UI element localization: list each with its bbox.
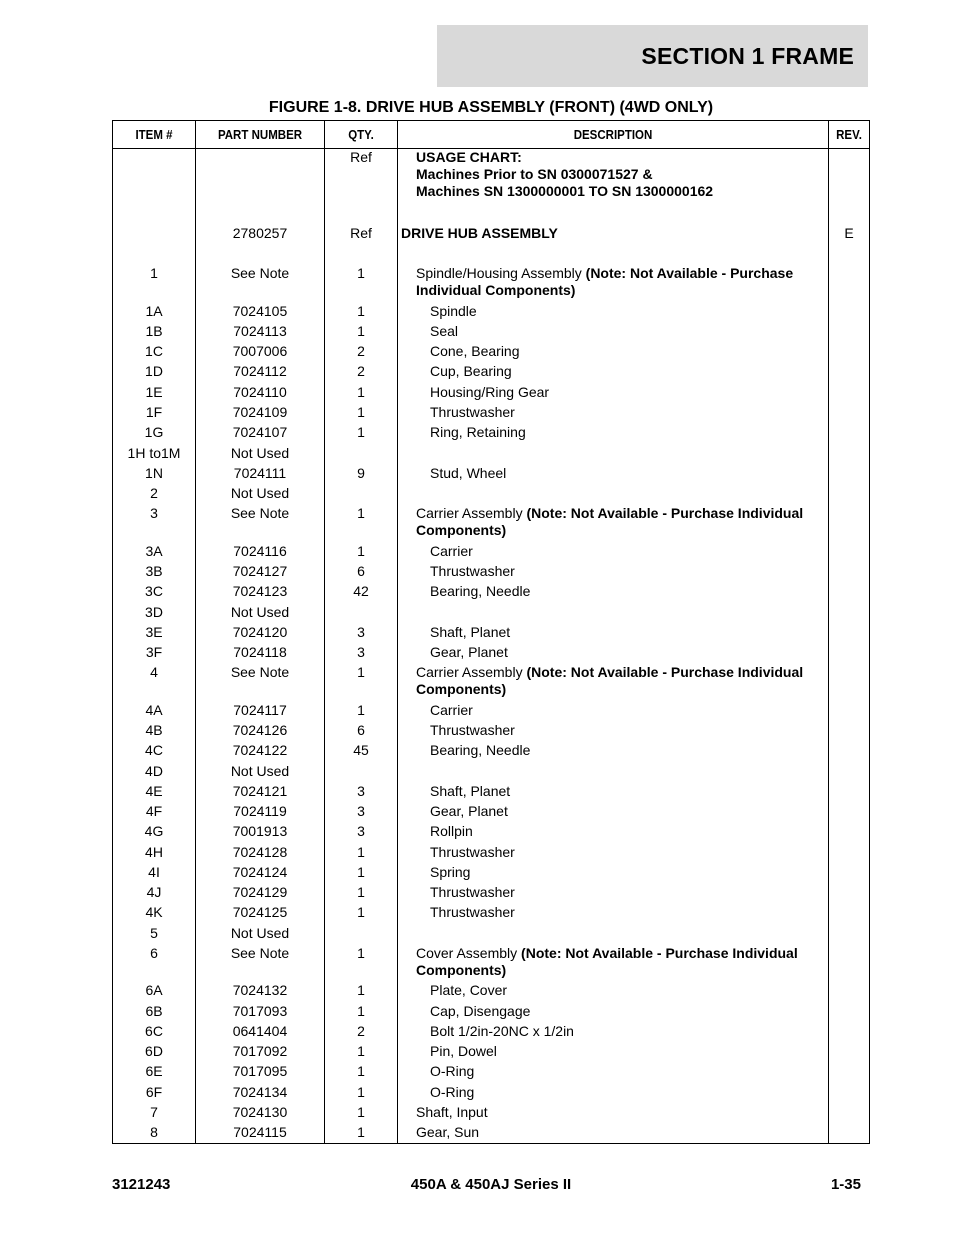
item-number: 1A bbox=[145, 303, 163, 319]
quantity: 9 bbox=[357, 465, 365, 481]
item-number: 6F bbox=[145, 1084, 163, 1100]
column-divider bbox=[397, 121, 398, 1143]
description bbox=[401, 702, 850, 719]
description bbox=[401, 624, 850, 641]
footer-doc-number: 3121243 bbox=[112, 1176, 171, 1193]
description bbox=[401, 884, 850, 901]
description-text: Thrustwasher bbox=[430, 404, 515, 420]
description-text: Thrustwasher bbox=[430, 844, 515, 860]
part-number: 7024120 bbox=[232, 624, 288, 640]
part-number: 7024124 bbox=[232, 864, 288, 880]
part-number: Not Used bbox=[230, 763, 290, 779]
part-number: 7024115 bbox=[233, 1124, 287, 1140]
quantity: 1 bbox=[357, 505, 365, 521]
description bbox=[401, 1124, 836, 1141]
part-number: 7024129 bbox=[232, 884, 288, 900]
availability-note: (Note: Not Available - Purchase Individual bbox=[526, 664, 804, 680]
description bbox=[401, 505, 836, 539]
quantity: 3 bbox=[357, 644, 365, 660]
description-text: Bolt 1/2in-20NC x 1/2in bbox=[430, 1023, 574, 1039]
quantity: 3 bbox=[357, 783, 365, 799]
footer-page-number: 1-35 bbox=[830, 1176, 861, 1193]
part-number: Not Used bbox=[230, 604, 290, 620]
quantity: 1 bbox=[357, 904, 365, 920]
description bbox=[401, 543, 850, 560]
item-number: 4K bbox=[145, 904, 163, 920]
availability-note-cont: Individual Components) bbox=[416, 282, 576, 298]
item-number: 3A bbox=[145, 543, 163, 559]
quantity: 1 bbox=[357, 664, 365, 680]
item-number: 4A bbox=[145, 702, 163, 718]
quantity: 1 bbox=[357, 1063, 365, 1079]
item-number: 8 bbox=[150, 1124, 158, 1140]
item-number: 1F bbox=[145, 404, 163, 420]
description-text: Gear, Planet bbox=[430, 644, 508, 660]
description bbox=[401, 644, 850, 661]
quantity: 1 bbox=[357, 864, 365, 880]
usage-chart-line: Machines Prior to SN 0300071527 & bbox=[416, 166, 653, 182]
item-number: 4B bbox=[145, 722, 163, 738]
description-text: Stud, Wheel bbox=[430, 465, 507, 481]
header-description: DESCRIPTION bbox=[573, 127, 653, 142]
description-text: Bearing, Needle bbox=[430, 583, 531, 599]
item-number: 4J bbox=[146, 884, 162, 900]
quantity: 2 bbox=[357, 1023, 365, 1039]
item-number: 1 bbox=[150, 265, 158, 281]
usage-chart-line: USAGE CHART: bbox=[416, 149, 522, 165]
part-number: 7024125 bbox=[232, 904, 288, 920]
description bbox=[401, 1104, 836, 1121]
item-number: 6 bbox=[150, 945, 158, 961]
description bbox=[401, 864, 850, 881]
quantity: 3 bbox=[357, 803, 365, 819]
part-number: 7017095 bbox=[232, 1063, 288, 1079]
description bbox=[401, 783, 850, 800]
description-text: Thrustwasher bbox=[430, 884, 515, 900]
item-number: 7 bbox=[150, 1104, 158, 1120]
description bbox=[401, 149, 836, 200]
part-number: 7024116 bbox=[233, 543, 287, 559]
quantity: 1 bbox=[357, 1104, 365, 1120]
item-number: 3F bbox=[145, 644, 163, 660]
quantity: 1 bbox=[357, 303, 365, 319]
quantity: 1 bbox=[357, 323, 365, 339]
figure-title: FIGURE 1-8. DRIVE HUB ASSEMBLY (FRONT) (4WD ONLY) bbox=[268, 99, 714, 116]
description bbox=[401, 722, 850, 739]
availability-note-cont: Components) bbox=[416, 962, 507, 978]
part-number: 7024112 bbox=[233, 363, 287, 379]
part-number: 7024130 bbox=[232, 1104, 288, 1120]
description-text: Seal bbox=[430, 323, 459, 339]
item-number: 3 bbox=[150, 505, 158, 521]
item-number: 1G bbox=[144, 424, 164, 440]
quantity: 2 bbox=[357, 363, 365, 379]
description-text: Bearing, Needle bbox=[430, 742, 531, 758]
item-number: 2 bbox=[150, 485, 158, 501]
availability-note-cont: Components) bbox=[416, 681, 507, 697]
quantity: 1 bbox=[357, 982, 365, 998]
description bbox=[401, 563, 850, 580]
description-text: Thrustwasher bbox=[430, 904, 515, 920]
description bbox=[401, 583, 850, 600]
header-part-number: PART NUMBER bbox=[217, 127, 303, 142]
description bbox=[401, 1063, 850, 1080]
item-number: 1B bbox=[145, 323, 163, 339]
description bbox=[401, 303, 850, 320]
description bbox=[401, 664, 836, 698]
quantity: 3 bbox=[357, 823, 365, 839]
item-number: 3C bbox=[145, 583, 163, 599]
description-text: O-Ring bbox=[430, 1063, 475, 1079]
quantity: 1 bbox=[357, 384, 365, 400]
description-text: Shaft, Planet bbox=[430, 783, 511, 799]
item-number: 1N bbox=[145, 465, 163, 481]
description bbox=[401, 1084, 850, 1101]
part-number: 7024128 bbox=[232, 844, 288, 860]
part-number: 7024109 bbox=[232, 404, 288, 420]
description-text: Ring, Retaining bbox=[430, 424, 526, 440]
item-number: 6E bbox=[145, 1063, 163, 1079]
description-text: Cap, Disengage bbox=[430, 1003, 531, 1019]
quantity: Ref bbox=[350, 225, 372, 241]
part-number: Not Used bbox=[230, 925, 290, 941]
quantity: 1 bbox=[357, 1003, 365, 1019]
quantity: 45 bbox=[353, 742, 369, 758]
item-number: 1D bbox=[145, 363, 163, 379]
part-number: 7024117 bbox=[233, 702, 287, 718]
item-number: 6C bbox=[145, 1023, 163, 1039]
description bbox=[401, 803, 850, 820]
description bbox=[401, 1003, 850, 1020]
availability-note: (Note: Not Available - Purchase bbox=[585, 265, 794, 281]
part-number: 7024126 bbox=[232, 722, 288, 738]
description-text: Shaft, Input bbox=[416, 1104, 488, 1120]
revision: E bbox=[844, 225, 854, 241]
quantity: 1 bbox=[357, 404, 365, 420]
quantity: 1 bbox=[357, 945, 365, 961]
item-number: 4E bbox=[145, 783, 163, 799]
description-text: Carrier Assembly bbox=[416, 664, 527, 680]
description bbox=[401, 323, 850, 340]
item-number: 6B bbox=[145, 1003, 163, 1019]
part-number: See Note bbox=[230, 664, 290, 680]
quantity: 1 bbox=[357, 424, 365, 440]
description-text: Gear, Planet bbox=[430, 803, 508, 819]
part-number: 7001913 bbox=[232, 823, 288, 839]
parts-table bbox=[112, 120, 870, 1144]
quantity: 1 bbox=[357, 1124, 365, 1140]
item-number: 4F bbox=[145, 803, 163, 819]
description-text: Cone, Bearing bbox=[430, 343, 520, 359]
quantity: 42 bbox=[353, 583, 369, 599]
part-number: 7007006 bbox=[232, 343, 288, 359]
description bbox=[401, 844, 850, 861]
availability-note: (Note: Not Available - Purchase Individual bbox=[521, 945, 798, 961]
description bbox=[401, 1023, 850, 1040]
quantity: 6 bbox=[357, 722, 365, 738]
header-qty: QTY. bbox=[348, 127, 374, 142]
description-text: Shaft, Planet bbox=[430, 624, 511, 640]
part-number: 7024132 bbox=[232, 982, 288, 998]
item-number: 5 bbox=[150, 925, 158, 941]
part-number: See Note bbox=[230, 505, 290, 521]
footer-series: 450A & 450AJ Series II bbox=[410, 1176, 572, 1193]
quantity: 6 bbox=[357, 563, 365, 579]
description-text: Cover Assembly bbox=[416, 945, 522, 961]
item-number: 4 bbox=[150, 664, 158, 680]
description bbox=[401, 823, 850, 840]
availability-note-cont: Components) bbox=[416, 522, 507, 538]
item-number: 3B bbox=[145, 563, 163, 579]
description bbox=[401, 363, 850, 380]
description bbox=[401, 424, 850, 441]
header-rev: REV. bbox=[836, 127, 862, 142]
description-text: Rollpin bbox=[430, 823, 473, 839]
quantity: 1 bbox=[357, 702, 365, 718]
part-number: 7024110 bbox=[233, 384, 287, 400]
description-text: Housing/Ring Gear bbox=[430, 384, 550, 400]
item-number: 4D bbox=[145, 763, 163, 779]
part-number: 2780257 bbox=[232, 225, 288, 241]
description-text: Pin, Dowel bbox=[430, 1043, 497, 1059]
part-number: 7017093 bbox=[232, 1003, 288, 1019]
item-number: 1H to1M bbox=[127, 445, 181, 461]
section-title: SECTION 1 FRAME bbox=[641, 42, 854, 69]
part-number: See Note bbox=[230, 945, 290, 961]
part-number: 7024118 bbox=[233, 644, 287, 660]
description-text: Thrustwasher bbox=[430, 563, 515, 579]
part-number: 7024121 bbox=[232, 783, 288, 799]
description-text: Gear, Sun bbox=[416, 1124, 480, 1140]
part-number: 7024105 bbox=[232, 303, 288, 319]
description-text: Plate, Cover bbox=[430, 982, 508, 998]
section-header bbox=[437, 25, 868, 87]
description bbox=[401, 384, 850, 401]
item-number: 1E bbox=[145, 384, 163, 400]
part-number: 7024123 bbox=[232, 583, 288, 599]
item-number: 6D bbox=[145, 1043, 163, 1059]
part-number: 7017092 bbox=[232, 1043, 288, 1059]
item-number: 4G bbox=[144, 823, 164, 839]
description bbox=[401, 742, 850, 759]
description-text: Spindle bbox=[430, 303, 477, 319]
part-number: 7024111 bbox=[233, 465, 287, 481]
part-number: Not Used bbox=[230, 485, 290, 501]
quantity: 3 bbox=[357, 624, 365, 640]
header-item: ITEM # bbox=[135, 127, 173, 142]
quantity: 1 bbox=[357, 884, 365, 900]
description bbox=[401, 465, 850, 482]
part-number: 7024122 bbox=[232, 742, 288, 758]
description bbox=[401, 343, 850, 360]
description bbox=[401, 982, 850, 999]
quantity: 1 bbox=[357, 844, 365, 860]
part-number: 7024113 bbox=[233, 323, 287, 339]
part-number: 7024107 bbox=[232, 424, 288, 440]
quantity: 1 bbox=[357, 265, 365, 281]
quantity: 1 bbox=[357, 543, 365, 559]
item-number: 6A bbox=[145, 982, 163, 998]
item-number: 4H bbox=[145, 844, 163, 860]
description-text: Spindle/Housing Assembly bbox=[416, 265, 586, 281]
description-text: O-Ring bbox=[430, 1084, 475, 1100]
description-text: Carrier bbox=[430, 702, 473, 718]
quantity: Ref bbox=[350, 149, 372, 165]
item-number: 4I bbox=[148, 864, 160, 880]
availability-note: (Note: Not Available - Purchase Individual bbox=[526, 505, 804, 521]
description-text: Carrier Assembly bbox=[416, 505, 527, 521]
description-text: Cup, Bearing bbox=[430, 363, 512, 379]
description-text: Thrustwasher bbox=[430, 722, 515, 738]
quantity: 1 bbox=[357, 1043, 365, 1059]
description bbox=[401, 904, 850, 921]
quantity: 2 bbox=[357, 343, 365, 359]
description bbox=[401, 265, 836, 299]
item-number: 3E bbox=[145, 624, 163, 640]
part-number: Not Used bbox=[230, 445, 290, 461]
item-number: 3D bbox=[145, 604, 163, 620]
part-number: 7024127 bbox=[232, 563, 288, 579]
part-number: See Note bbox=[230, 265, 290, 281]
description-text: Carrier bbox=[430, 543, 473, 559]
usage-chart-line: Machines SN 1300000001 TO SN 1300000162 bbox=[416, 183, 714, 199]
part-number: 0641404 bbox=[232, 1023, 288, 1039]
description bbox=[401, 1043, 850, 1060]
part-number: 7024134 bbox=[232, 1084, 288, 1100]
part-number: 7024119 bbox=[233, 803, 287, 819]
description bbox=[401, 404, 850, 421]
description-text: Spring bbox=[430, 864, 471, 880]
quantity: 1 bbox=[357, 1084, 365, 1100]
item-number: 4C bbox=[145, 742, 163, 758]
description bbox=[401, 945, 836, 979]
description: DRIVE HUB ASSEMBLY bbox=[401, 225, 558, 241]
item-number: 1C bbox=[145, 343, 163, 359]
